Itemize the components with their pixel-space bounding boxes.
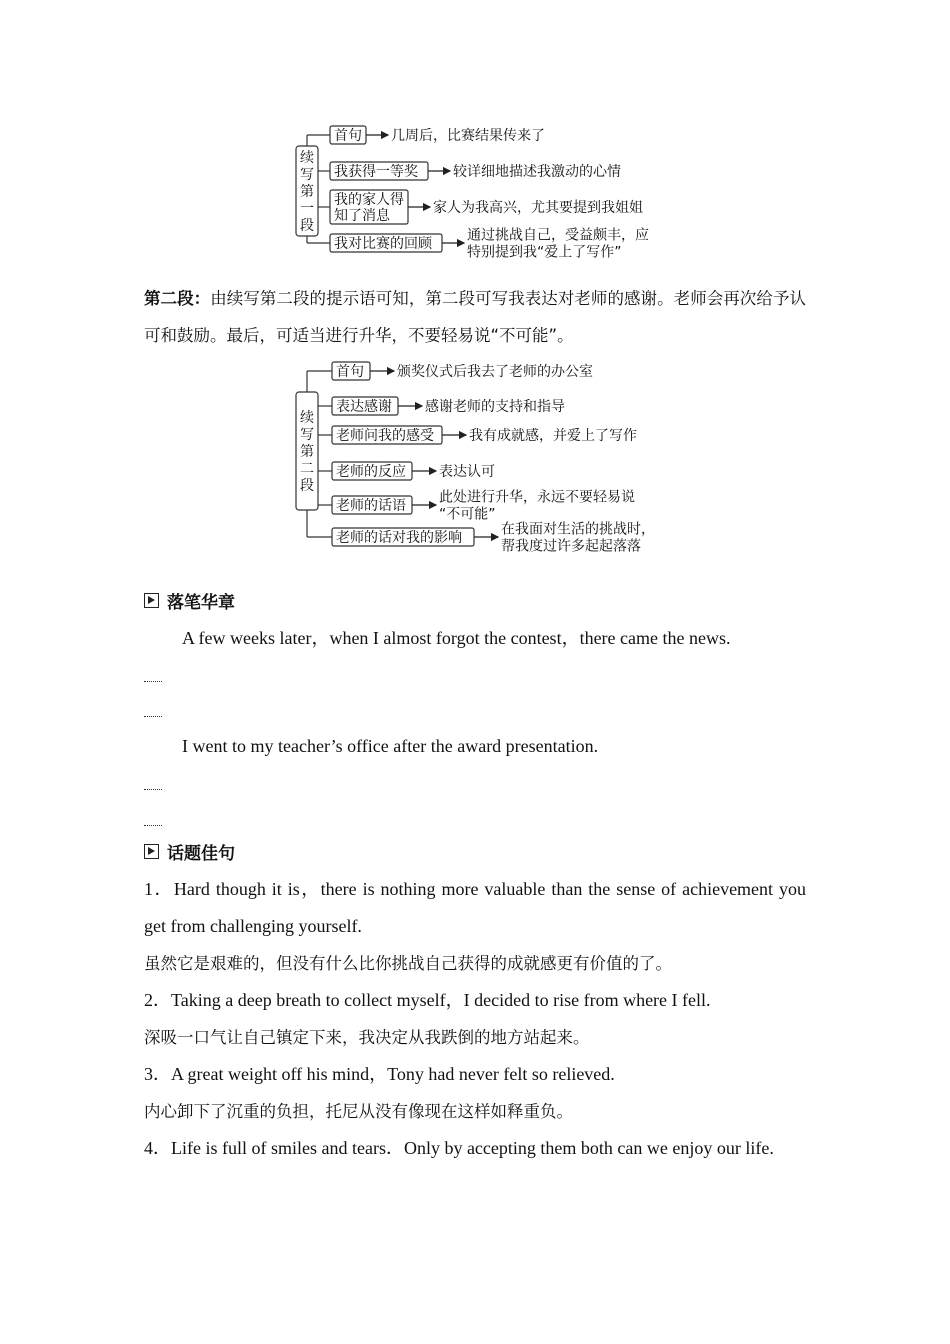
section-heading-writing-text: 落笔华章 xyxy=(167,592,235,613)
section-heading-topic-sentences-text: 话题佳句 xyxy=(167,843,235,864)
diagram-description: 此处进行升华，永远不要轻易说 xyxy=(439,489,635,506)
diagram-description: 家人为我高兴，尤其要提到我姐姐 xyxy=(433,200,643,216)
diagram-description: 较详细地描述我激动的心情 xyxy=(453,164,621,180)
blank-writing-line xyxy=(144,789,162,790)
diagram-node-text: 老师的反应 xyxy=(336,464,406,480)
diagram-node-text: 我对比赛的回顾 xyxy=(334,236,432,252)
play-icon xyxy=(144,844,159,859)
diagram-node-text: 知了消息 xyxy=(334,208,390,224)
sentence-en: 1．Hard though it is，there is nothing more valuable than the sense of achievement you get from challenging yourself. xyxy=(144,879,806,936)
diagram-description: 在我面对生活的挑战时， xyxy=(501,521,655,538)
diagram-label-char: 写 xyxy=(300,427,314,443)
diagram-node-text: 老师的话语 xyxy=(336,498,406,514)
diagram-label-char: 续 xyxy=(300,410,314,426)
diagram-label-char: 段 xyxy=(300,218,314,234)
sentence-en: 3．A great weight off his mind，Tony had never felt so relieved. xyxy=(144,1064,615,1084)
diagram-label-char: 写 xyxy=(300,167,314,183)
paragraph-2-text: 由续写第二段的提示语可知，第二段可写我表达对老师的感谢。老师会再次给予认可和鼓励。最后，可适当进行升华，不要轻易说“不可能”。 xyxy=(144,289,807,345)
diagram-node-text: 老师的话对我的影响 xyxy=(336,530,462,546)
writing-line-2: I went to my teacher’s office after the award presentation. xyxy=(182,736,599,756)
diagram-description: 几周后，比赛结果传来了 xyxy=(391,128,545,144)
sentence-en: 2．Taking a deep breath to collect myself，I decided to rise from where I fell. xyxy=(144,990,711,1010)
diagram-label-char: 段 xyxy=(300,478,314,494)
diagram-label-char: 第 xyxy=(300,184,314,200)
diagram-node-text: 我获得一等奖 xyxy=(334,164,418,180)
diagram-description: 颁奖仪式后我去了老师的办公室 xyxy=(397,364,593,380)
topic-sentence-list xyxy=(144,871,806,1167)
diagram-node-text: 老师问我的感受 xyxy=(336,428,434,444)
play-icon xyxy=(144,593,159,608)
blank-writing-line xyxy=(144,681,162,682)
sentence-zh: 虽然它是艰难的，但没有什么比你挑战自己获得的成就感更有价值的了。 xyxy=(144,954,672,973)
diagram-description: “不可能” xyxy=(439,506,496,523)
sentence-zh: 深吸一口气让自己镇定下来，我决定从我跌倒的地方站起来。 xyxy=(144,1028,590,1047)
diagram-description: 感谢老师的支持和指导 xyxy=(425,399,565,415)
diagram-label-char: 续 xyxy=(300,150,314,166)
diagram-description: 我有成就感，并爱上了写作 xyxy=(469,428,637,444)
outline-diagram-paragraph-2 xyxy=(0,0,950,570)
sentence-zh: 内心卸下了沉重的负担，托尼从没有像现在这样如释重负。 xyxy=(144,1102,573,1121)
blank-writing-line xyxy=(144,825,162,826)
diagram-label-char: 一 xyxy=(300,201,314,217)
diagram-node-text: 表达感谢 xyxy=(336,399,392,415)
diagram-description: 特别提到我“爱上了写作” xyxy=(467,244,622,261)
diagram-description: 通过挑战自己，受益颇丰，应 xyxy=(467,227,649,244)
diagram-node-text: 首句 xyxy=(334,128,362,144)
sentence-en: 4．Life is full of smiles and tears．Only by accepting them both can we enjoy our life. xyxy=(144,1138,774,1158)
paragraph-2-lead: 第二段： xyxy=(144,289,211,308)
diagram-description: 表达认可 xyxy=(439,464,495,480)
diagram-label-char: 二 xyxy=(300,461,314,477)
writing-line-1: A few weeks later，when I almost forgot the contest，there came the news. xyxy=(182,628,731,648)
diagram-node-text: 首句 xyxy=(336,364,364,380)
section-heading-writing xyxy=(144,590,235,613)
blank-writing-line xyxy=(144,716,162,717)
diagram-label-char: 第 xyxy=(300,444,314,460)
diagram-description: 帮我度过许多起起落落 xyxy=(501,538,641,555)
section-heading-topic-sentences xyxy=(144,841,235,864)
diagram-node-text: 我的家人得 xyxy=(334,192,404,208)
